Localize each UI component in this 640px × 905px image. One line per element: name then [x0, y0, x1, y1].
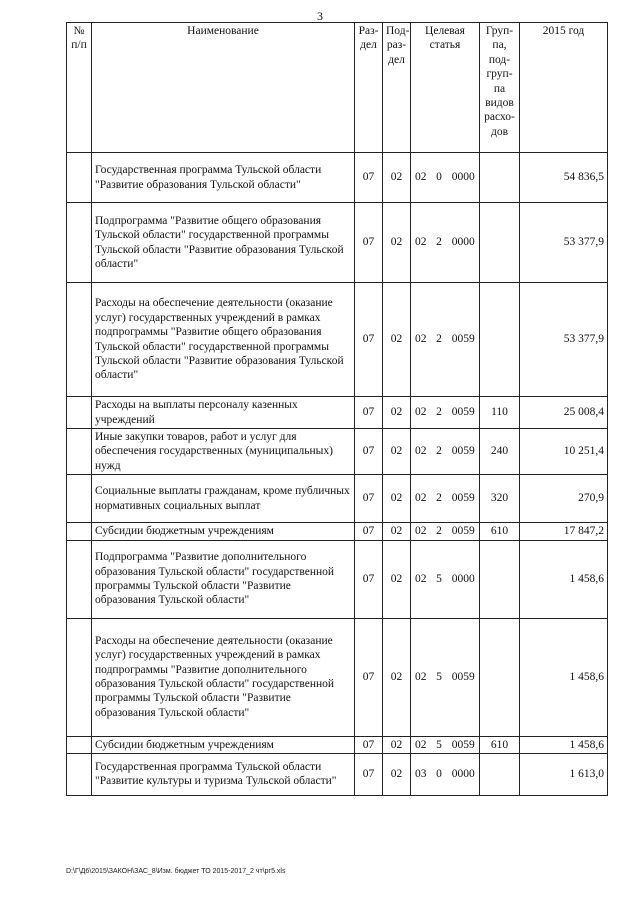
target-item-cell: 0059	[448, 397, 480, 429]
subsection-cell: 02	[383, 429, 411, 475]
section-cell: 07	[355, 523, 383, 540]
header-num: № п/п	[67, 23, 92, 153]
name-cell: Подпрограмма "Развитие общего образования Тульской области" государственной программы Тульской области "Развитие образования Тульской области"	[92, 203, 355, 283]
target-item-cell: 0059	[448, 523, 480, 540]
subsection-cell: 02	[383, 153, 411, 203]
subsection-cell: 02	[383, 283, 411, 397]
name-cell: Социальные выплаты гражданам, кроме публичных нормативных социальных выплат	[92, 475, 355, 523]
group-cell	[480, 753, 520, 795]
target-subprogram-cell: 2	[431, 475, 448, 523]
table-row	[67, 523, 608, 540]
amount-cell: 53 377,9	[520, 203, 608, 283]
num-cell	[67, 736, 92, 753]
table-row	[67, 429, 608, 475]
name-cell: Субсидии бюджетным учреждениям	[92, 523, 355, 540]
target-item-cell: 0059	[448, 736, 480, 753]
amount-cell: 1 458,6	[520, 540, 608, 618]
name-cell: Подпрограмма "Развитие дополнительного образования Тульской области" государственной программы Тульской области "Развитие образования Тульской области"	[92, 540, 355, 618]
table-row	[67, 618, 608, 736]
subsection-cell: 02	[383, 540, 411, 618]
subsection-cell: 02	[383, 475, 411, 523]
table-row	[67, 540, 608, 618]
target-program-cell: 03	[411, 753, 431, 795]
target-program-cell: 02	[411, 475, 431, 523]
group-cell	[480, 203, 520, 283]
header-group: Груп-па, под-груп-па видов расхо-дов	[480, 23, 520, 153]
group-cell	[480, 153, 520, 203]
header-section: Раз-дел	[355, 23, 383, 153]
amount-cell: 270,9	[520, 475, 608, 523]
target-item-cell: 0000	[448, 753, 480, 795]
target-program-cell: 02	[411, 153, 431, 203]
table-row	[67, 153, 608, 203]
target-subprogram-cell: 2	[431, 283, 448, 397]
group-cell: 240	[480, 429, 520, 475]
target-subprogram-cell: 5	[431, 736, 448, 753]
target-item-cell: 0059	[448, 475, 480, 523]
group-cell: 320	[480, 475, 520, 523]
page-number: 3	[317, 9, 323, 23]
target-program-cell: 02	[411, 429, 431, 475]
target-program-cell: 02	[411, 736, 431, 753]
file-path-footer: D:\Г\Д6\2015\ЗАКОН\ЗАС_8\Изм. бюджет ТО 2015-2017_2 чт\рг5.xls	[66, 868, 286, 875]
name-cell: Расходы на обеспечение деятельности (оказание услуг) государственных учреждений в рамках подпрограммы "Развитие общего образования Тульской области" государственной программы Тульской области "Развитие образования Тульской области"	[92, 283, 355, 397]
amount-cell: 10 251,4	[520, 429, 608, 475]
amount-cell: 1 458,6	[520, 736, 608, 753]
num-cell	[67, 618, 92, 736]
header-row	[67, 23, 608, 153]
num-cell	[67, 153, 92, 203]
header-subsection: Под-раз-дел	[383, 23, 411, 153]
target-program-cell: 02	[411, 618, 431, 736]
target-subprogram-cell: 2	[431, 523, 448, 540]
section-cell: 07	[355, 203, 383, 283]
section-cell: 07	[355, 736, 383, 753]
header-name: Наименование	[92, 23, 355, 153]
amount-cell: 17 847,2	[520, 523, 608, 540]
section-cell: 07	[355, 540, 383, 618]
group-cell: 110	[480, 397, 520, 429]
amount-cell: 54 836,5	[520, 153, 608, 203]
target-program-cell: 02	[411, 283, 431, 397]
target-program-cell: 02	[411, 523, 431, 540]
header-target: Целевая статья	[411, 23, 480, 153]
subsection-cell: 02	[383, 523, 411, 540]
name-cell: Иные закупки товаров, работ и услуг для обеспечения государственных (муниципальных) нужд	[92, 429, 355, 475]
header-year: 2015 год	[520, 23, 608, 153]
subsection-cell: 02	[383, 203, 411, 283]
target-item-cell: 0000	[448, 540, 480, 618]
subsection-cell: 02	[383, 736, 411, 753]
target-program-cell: 02	[411, 203, 431, 283]
target-program-cell: 02	[411, 397, 431, 429]
group-cell	[480, 618, 520, 736]
subsection-cell: 02	[383, 753, 411, 795]
target-subprogram-cell: 5	[431, 540, 448, 618]
subsection-cell: 02	[383, 618, 411, 736]
target-item-cell: 0059	[448, 283, 480, 397]
table-row	[67, 283, 608, 397]
section-cell: 07	[355, 753, 383, 795]
table-row	[67, 475, 608, 523]
table-row	[67, 203, 608, 283]
num-cell	[67, 203, 92, 283]
target-subprogram-cell: 2	[431, 429, 448, 475]
section-cell: 07	[355, 283, 383, 397]
target-item-cell: 0000	[448, 153, 480, 203]
section-cell: 07	[355, 475, 383, 523]
name-cell: Расходы на обеспечение деятельности (оказание услуг) государственных учреждений в рамках подпрограммы "Развитие дополнительного образования Тульской области" государственной программы Тульской области "Развитие образования Тульской области"	[92, 618, 355, 736]
amount-cell: 1 458,6	[520, 618, 608, 736]
amount-cell: 1 613,0	[520, 753, 608, 795]
section-cell: 07	[355, 618, 383, 736]
name-cell: Субсидии бюджетным учреждениям	[92, 736, 355, 753]
target-item-cell: 0000	[448, 203, 480, 283]
group-cell: 610	[480, 523, 520, 540]
amount-cell: 53 377,9	[520, 283, 608, 397]
table-body	[67, 153, 608, 796]
num-cell	[67, 397, 92, 429]
target-program-cell: 02	[411, 540, 431, 618]
subsection-cell: 02	[383, 397, 411, 429]
num-cell	[67, 523, 92, 540]
target-item-cell: 0059	[448, 429, 480, 475]
target-item-cell: 0059	[448, 618, 480, 736]
group-cell	[480, 540, 520, 618]
num-cell	[67, 283, 92, 397]
num-cell	[67, 753, 92, 795]
target-subprogram-cell: 2	[431, 397, 448, 429]
table-row	[67, 753, 608, 795]
num-cell	[67, 429, 92, 475]
table-row	[67, 736, 608, 753]
budget-table	[66, 22, 608, 796]
section-cell: 07	[355, 397, 383, 429]
name-cell: Расходы на выплаты персоналу казенных учреждений	[92, 397, 355, 429]
num-cell	[67, 475, 92, 523]
target-subprogram-cell: 0	[431, 753, 448, 795]
target-subprogram-cell: 5	[431, 618, 448, 736]
table-row	[67, 397, 608, 429]
target-subprogram-cell: 0	[431, 153, 448, 203]
section-cell: 07	[355, 429, 383, 475]
group-cell	[480, 283, 520, 397]
name-cell: Государственная программа Тульской области "Развитие образования Тульской области"	[92, 153, 355, 203]
name-cell: Государственная программа Тульской области "Развитие культуры и туризма Тульской области"	[92, 753, 355, 795]
section-cell: 07	[355, 153, 383, 203]
group-cell: 610	[480, 736, 520, 753]
amount-cell: 25 008,4	[520, 397, 608, 429]
num-cell	[67, 540, 92, 618]
target-subprogram-cell: 2	[431, 203, 448, 283]
